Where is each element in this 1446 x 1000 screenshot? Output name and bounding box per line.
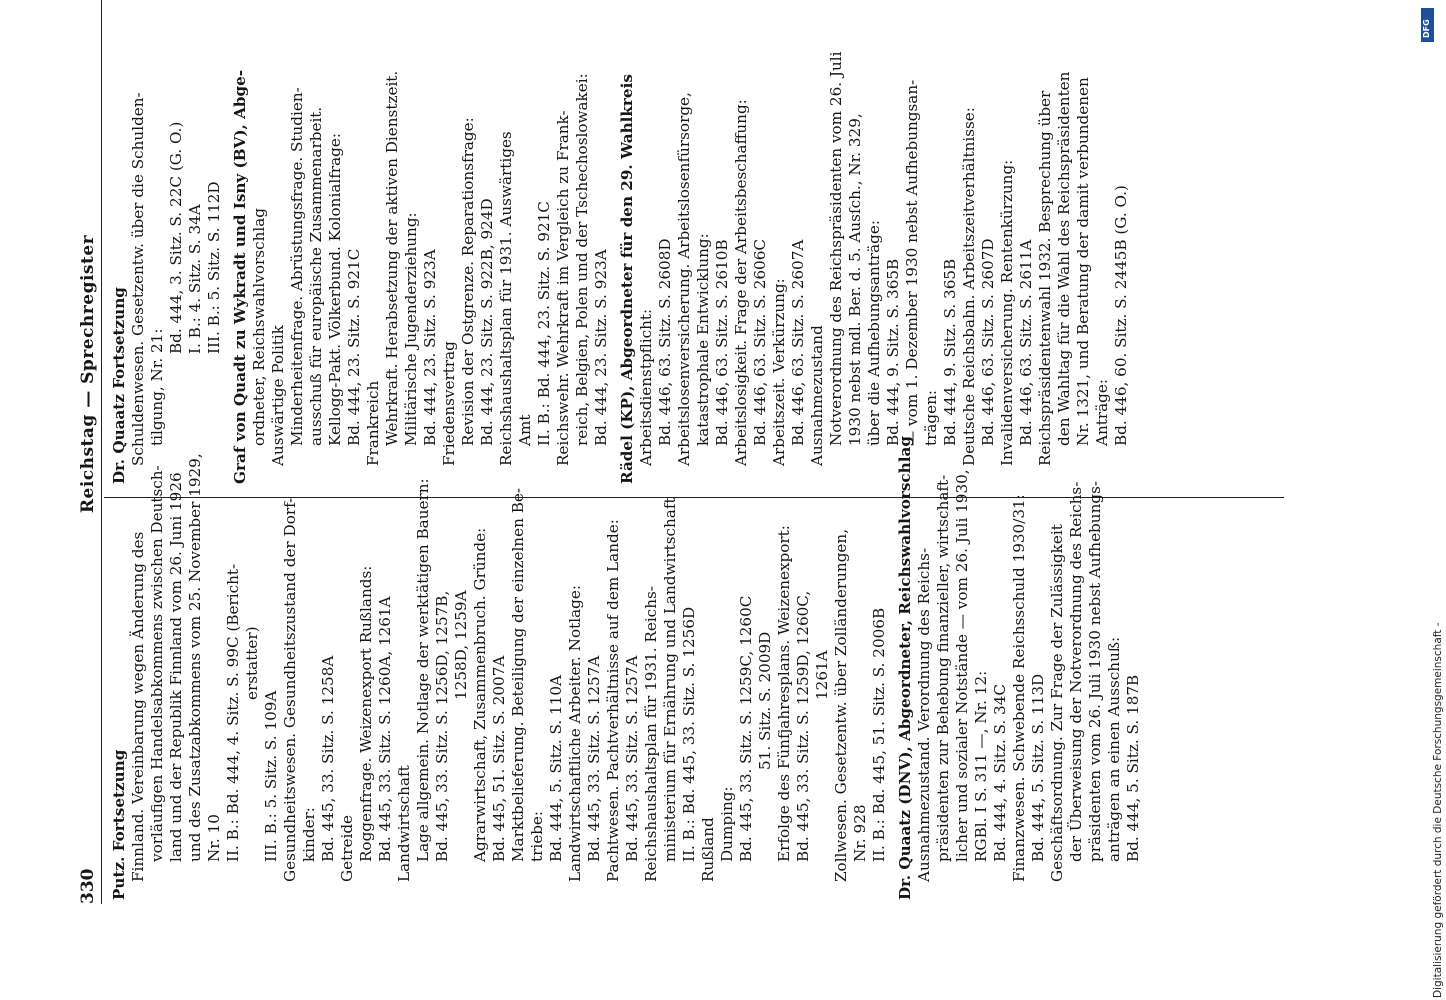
register-line: Bd. 446, 63. Sitz. S. 2610B [713, 239, 731, 446]
register-line: Rußland [699, 817, 717, 882]
entry-gap [611, 88, 618, 484]
register-line: Erfolge des Fünfjahresplans. Weizenexport: [775, 525, 793, 862]
register-line: Reichspräsidentenwahl 1932. Besprechung über [1036, 90, 1054, 466]
register-line: 51. Sitz. S. 2009D [756, 631, 774, 770]
register-line: Bd. 445, 33. Sitz. S. 1256D, 1257B, [433, 590, 451, 862]
register-line: kinder: [300, 807, 318, 862]
register-line: Bd. 444, 5. Sitz. S. 187B [1124, 674, 1142, 862]
register-line: licher und sozialer Notstände — vom 26. Juli 1930, [953, 469, 971, 862]
register-line: Reichshaushaltsplan für 1931. Auswärtiges [497, 131, 515, 466]
speaker-heading: Dr. Quaatz (DNV), Abgeordneter, Reichswahlvorschlag [896, 436, 914, 900]
register-line: Roggenfrage. Weizenexport Rußlands: [357, 565, 375, 862]
register-line: land und der Republik Finnland vom 26. Juni 1926 [167, 472, 185, 862]
register-line: Bd. 444, 23. Sitz. S. 921C [345, 248, 363, 446]
register-line: Finnland. Vereinbarung wegen Änderung des [129, 531, 147, 882]
register-line: ministerium für Ernährung und Landwirtschaft [661, 497, 679, 862]
register-line: Frankreich [364, 380, 382, 466]
register-line: 1258D, 1259A [452, 590, 470, 700]
register-line: Bd. 445, 33. Sitz. S. 1257A [585, 655, 603, 862]
page-title: Reichstag — Sprechregister [78, 234, 98, 514]
register-line: erstatter) [243, 626, 261, 700]
register-line: Lage allgemein. Notlage der werktätigen Bauern: [414, 478, 432, 862]
register-line: Revision der Ostgrenze. Reparationsfrage: [459, 117, 477, 446]
page-header [78, 104, 102, 904]
credit-text: Digitalisierung gefördert durch die Deutsche Forschungsgemeinschaft - [1432, 622, 1444, 998]
register-line: Notverordnung des Reichspräsidenten vom 26. Juli [827, 51, 845, 446]
register-line: 1930 nebst mdl. Ber. d. 5. Ausſch., Nr. 329, [846, 113, 864, 446]
speaker-heading: Dr. Quaatz Fortsetzung [110, 287, 128, 484]
register-line: Bd. 445, 33. Sitz. S. 1259C, 1260C [737, 595, 755, 862]
register-line: Bd. 444, 23. Sitz. S. 923A [421, 249, 439, 446]
register-line: Deutsche Reichsbahn. Arbeitszeitverhältnisse: [960, 107, 978, 466]
right-column [110, 51, 1131, 484]
register-line: III. B.: 5. Sitz. S. 112D [205, 181, 223, 354]
left-column [110, 436, 1143, 900]
register-line: Gesundheitswesen. Gesundheitszustand der Dorf- [281, 497, 299, 882]
register-line: Zollwesen. Gesetzentw. über Zolländerungen, [832, 528, 850, 882]
register-line: Bd. 445, 51. Sitz. S. 2007A [490, 655, 508, 862]
register-line: Bd. 444, 9. Sitz. S. 365B [884, 258, 902, 446]
register-line: trägen: [922, 389, 940, 446]
register-line: Marktbelieferung. Beteiligung der einzelnen Be- [509, 488, 527, 862]
register-line: Bd. 446, 63. Sitz. S. 2608D [656, 238, 674, 446]
register-line: Reichshaushaltsplan für 1931. Reichs- [642, 586, 660, 882]
register-line: Ausnahmezustand [808, 325, 826, 466]
register-line: Amt [516, 414, 534, 446]
register-line: Invalidenversicherung. Rentenkürzung: [998, 159, 1016, 466]
register-line: III. B.: 5. Sitz. S. 109A [262, 690, 280, 862]
speaker-heading: Graf von Quadt zu Wykradt und Isny (BV), Abge- [231, 69, 249, 484]
register-line: präsidenten zur Behebung finanzieller, wirtschaft- [934, 474, 952, 862]
register-line: Minderheitenfrage. Abrüstungsfrage. Studien- [288, 87, 306, 446]
register-line: Nr. 928 [851, 804, 869, 862]
register-line: der Überweisung der Notverordnung des Reichs- [1067, 481, 1085, 862]
register-line: II. B.: Bd. 445, 51. Sitz. S. 2006B [870, 607, 888, 862]
register-line: über die Aufhebungsanträge: [865, 220, 883, 446]
register-line: — vom 1. Dezember 1930 nebst Aufhebungsan- [903, 79, 921, 446]
speaker-heading: Rädel (KP), Abgeordneter für den 29. Wahlkreis [618, 74, 636, 484]
register-line: Kellogg-Pakt. Völkerbund. Kolonialfrage: [326, 133, 344, 446]
register-line: Bd. 445, 33. Sitz. S. 1259D, 1260C, [794, 590, 812, 862]
register-line: anträgen an einen Ausschuß: [1105, 636, 1123, 862]
register-line: Arbeitsdienstpflicht: [637, 308, 655, 466]
header-rule [101, 0, 102, 904]
register-line: Nr. 1321, und Beratung der damit verbundenen [1074, 77, 1092, 446]
register-line: Bd. 444, 3. Sitz. S. 22C (G. O.) [167, 121, 185, 354]
register-line: katastrophale Entwicklung: [694, 233, 712, 446]
register-line: Reichswehr. Wehrkraft im Vergleich zu Frank- [554, 110, 572, 466]
speaker-heading: Putz. Fortsetzung [110, 749, 128, 900]
register-line: Friedensvertrag [440, 341, 458, 466]
register-line: Arbeitslosigkeit. Frage der Arbeitsbeschaffung: [732, 99, 750, 466]
register-line: den Wahltag für die Wahl des Reichspräsidenten [1055, 71, 1073, 446]
register-line: tilgung, Nr. 21: [148, 328, 166, 446]
register-line: Bd. 444, 23. Sitz. S. 922B, 924D [478, 198, 496, 446]
register-line: Bd. 444, 23. Sitz. S. 923A [592, 249, 610, 446]
register-line: Bd. 445, 33. Sitz. S. 1260A, 1261A [376, 596, 394, 862]
register-line: und des Zusatzabkommens vom 25. November 1929, [186, 453, 204, 862]
register-line: Bd. 444, 9. Sitz. S. 365B [941, 258, 959, 446]
register-line: Bd. 446, 63. Sitz. S. 2607A [789, 239, 807, 446]
register-line: Anträge: [1093, 379, 1111, 446]
register-line: Militärische Jugenderziehung: [402, 212, 420, 446]
entry-gap [889, 504, 896, 900]
register-line: Bd. 445, 33. Sitz. S. 1258A [319, 655, 337, 862]
register-line: Schuldenwesen. Gesetzentw. über die Schulden- [129, 92, 147, 466]
dfg-logo [1421, 8, 1434, 42]
register-line: Landwirtschaftliche Arbeiter. Notlage: [566, 585, 584, 882]
register-line: II. B.: Bd. 445, 33. Sitz. S. 1256D [680, 606, 698, 862]
digitization-credit [1418, 8, 1446, 998]
register-line: präsidenten vom 26. Juli 1930 nebst Aufhebungs- [1086, 481, 1104, 862]
register-line: Bd. 446, 63. Sitz. S. 2611A [1017, 239, 1035, 446]
register-line: 1261A [813, 650, 831, 700]
register-line: Bd. 444, 5. Sitz. S. 110A [547, 675, 565, 862]
register-line: Wehrkraft. Herabsetzung der aktiven Dienstzeit. [383, 70, 401, 446]
register-line: Geschäftsordnung. Zur Frage der Zulässigkeit [1048, 524, 1066, 882]
register-line: Dumping: [718, 786, 736, 862]
register-line: Bd. 446, 63. Sitz. S. 2606C [751, 239, 769, 446]
register-line: II. B.: Bd. 444, 4. Sitz. S. 99C (Bericht- [224, 563, 242, 862]
register-line: I. B.: 4. Sitz. S. 34A [186, 204, 204, 354]
register-line: Bd. 444, 4. Sitz. S. 34C [991, 684, 1009, 862]
dfg-logo-text: DFG [1422, 19, 1431, 38]
register-line: Auswärtige Politik [269, 325, 287, 466]
register-line: RGBl. I S. 311 —, Nr. 12: [972, 670, 990, 862]
register-line: Getreide [338, 814, 356, 882]
register-line: Arbeitszeit. Verkürzung: [770, 278, 788, 466]
register-line: vorläufigen Handelsabkommens zwischen Deutsch- [148, 465, 166, 862]
register-line: Ausnahmezustand. Verordnung des Reichs- [915, 547, 933, 882]
page-number: 330 [78, 868, 98, 904]
entry-gap [224, 88, 231, 484]
register-line: Agrarwirtschaft, Zusammenbruch. Gründe: [471, 527, 489, 862]
register-line: Bd. 444, 5. Sitz. S. 113D [1029, 673, 1047, 862]
register-line: Arbeitslosenversicherung. Arbeitslosenfürsorge, [675, 92, 693, 466]
register-line: Nr. 10 [205, 814, 223, 862]
register-line: ordneter, Reichswahlvorschlag [250, 208, 268, 446]
register-line: ausschuß für europäische Zusammenarbeit. [307, 106, 325, 446]
register-line: triebe: [528, 810, 546, 862]
register-line: reich, Belgien, Polen und der Tschechoslowakei: [573, 73, 591, 446]
register-line: II. B.: Bd. 444, 23. Sitz. S. 921C [535, 201, 553, 446]
register-line: Bd. 446, 63. Sitz. S. 2607D [979, 238, 997, 446]
register-line: Pachtwesen. Pachtverhältnisse auf dem Lande: [604, 519, 622, 882]
register-line: Landwirtschaft [395, 765, 413, 882]
register-line: Finanzwesen. Schwebende Reichsschuld 1930/31: [1010, 494, 1028, 882]
register-line: Bd. 445, 33. Sitz. S. 1257A [623, 655, 641, 862]
register-line: Bd. 446, 60. Sitz. S. 2445B (G. O.) [1112, 185, 1130, 446]
